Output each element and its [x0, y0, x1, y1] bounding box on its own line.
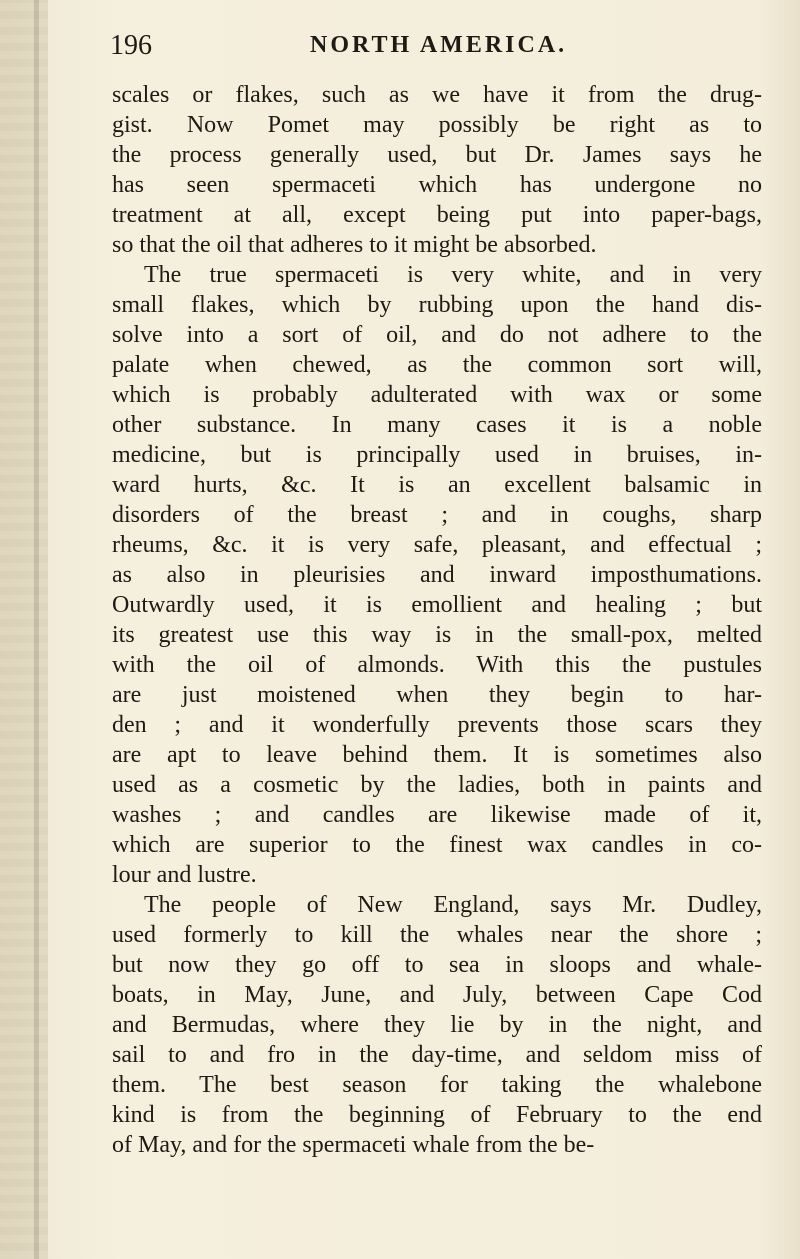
text-line: used formerly to kill the whales near the shore ;	[112, 922, 762, 948]
text-line: are just moistened when they begin to har-	[112, 682, 762, 708]
page-header	[110, 24, 760, 76]
text-line: are apt to leave behind them. It is sometimes also	[112, 742, 762, 768]
text-line: them. The best season for taking the whalebone	[112, 1072, 762, 1098]
text-line: as also in pleurisies and inward imposthumations.	[112, 562, 762, 588]
text-line: rheums, &c. it is very safe, pleasant, and effectual ;	[112, 532, 762, 558]
running-head: NORTH AMERICA.	[310, 32, 568, 58]
text-line: of May, and for the spermaceti whale from the be-	[112, 1132, 595, 1158]
text-line: kind is from the beginning of February to the end	[112, 1102, 762, 1128]
text-line: with the oil of almonds. With this the pustules	[112, 652, 762, 678]
binding-line	[34, 0, 39, 1259]
text-line: gist. Now Pomet may possibly be right as to	[112, 112, 762, 138]
text-line: den ; and it wonderfully prevents those scars they	[112, 712, 762, 738]
body-text	[112, 80, 762, 1160]
text-line: sail to and fro in the day-time, and seldom miss of	[112, 1042, 762, 1068]
text-line: lour and lustre.	[112, 862, 257, 888]
text-line: ward hurts, &c. It is an excellent balsamic in	[112, 472, 762, 498]
text-line: and Bermudas, where they lie by in the night, and	[112, 1012, 762, 1038]
text-line: but now they go off to sea in sloops and whale-	[112, 952, 762, 978]
text-line: so that the oil that adheres to it might be absorbed.	[112, 232, 597, 258]
text-line: The true spermaceti is very white, and in very	[144, 262, 762, 288]
text-line: the process generally used, but Dr. James says he	[112, 142, 762, 168]
text-line: which are superior to the finest wax candles in co-	[112, 832, 762, 858]
page-number: 196	[110, 30, 152, 61]
text-line: treatment at all, except being put into paper-bags,	[112, 202, 762, 228]
text-line: small flakes, which by rubbing upon the hand dis-	[112, 292, 762, 318]
text-line: scales or flakes, such as we have it from the drug-	[112, 82, 762, 108]
text-line: medicine, but is principally used in bruises, in-	[112, 442, 762, 468]
text-line: solve into a sort of oil, and do not adhere to the	[112, 322, 762, 348]
text-line: other substance. In many cases it is a noble	[112, 412, 762, 438]
text-line: used as a cosmetic by the ladies, both in paints and	[112, 772, 762, 798]
text-line: washes ; and candles are likewise made of it,	[112, 802, 762, 828]
text-line: palate when chewed, as the common sort will,	[112, 352, 762, 378]
text-line: boats, in May, June, and July, between Cape Cod	[112, 982, 762, 1008]
text-line: its greatest use this way is in the small-pox, melted	[112, 622, 762, 648]
text-line: Outwardly used, it is emollient and healing ; but	[112, 592, 762, 618]
text-line: which is probably adulterated with wax or some	[112, 382, 762, 408]
page-binding-edge	[0, 0, 48, 1259]
text-line: disorders of the breast ; and in coughs, sharp	[112, 502, 762, 528]
text-line: The people of New England, says Mr. Dudley,	[144, 892, 762, 918]
text-line: has seen spermaceti which has undergone no	[112, 172, 762, 198]
